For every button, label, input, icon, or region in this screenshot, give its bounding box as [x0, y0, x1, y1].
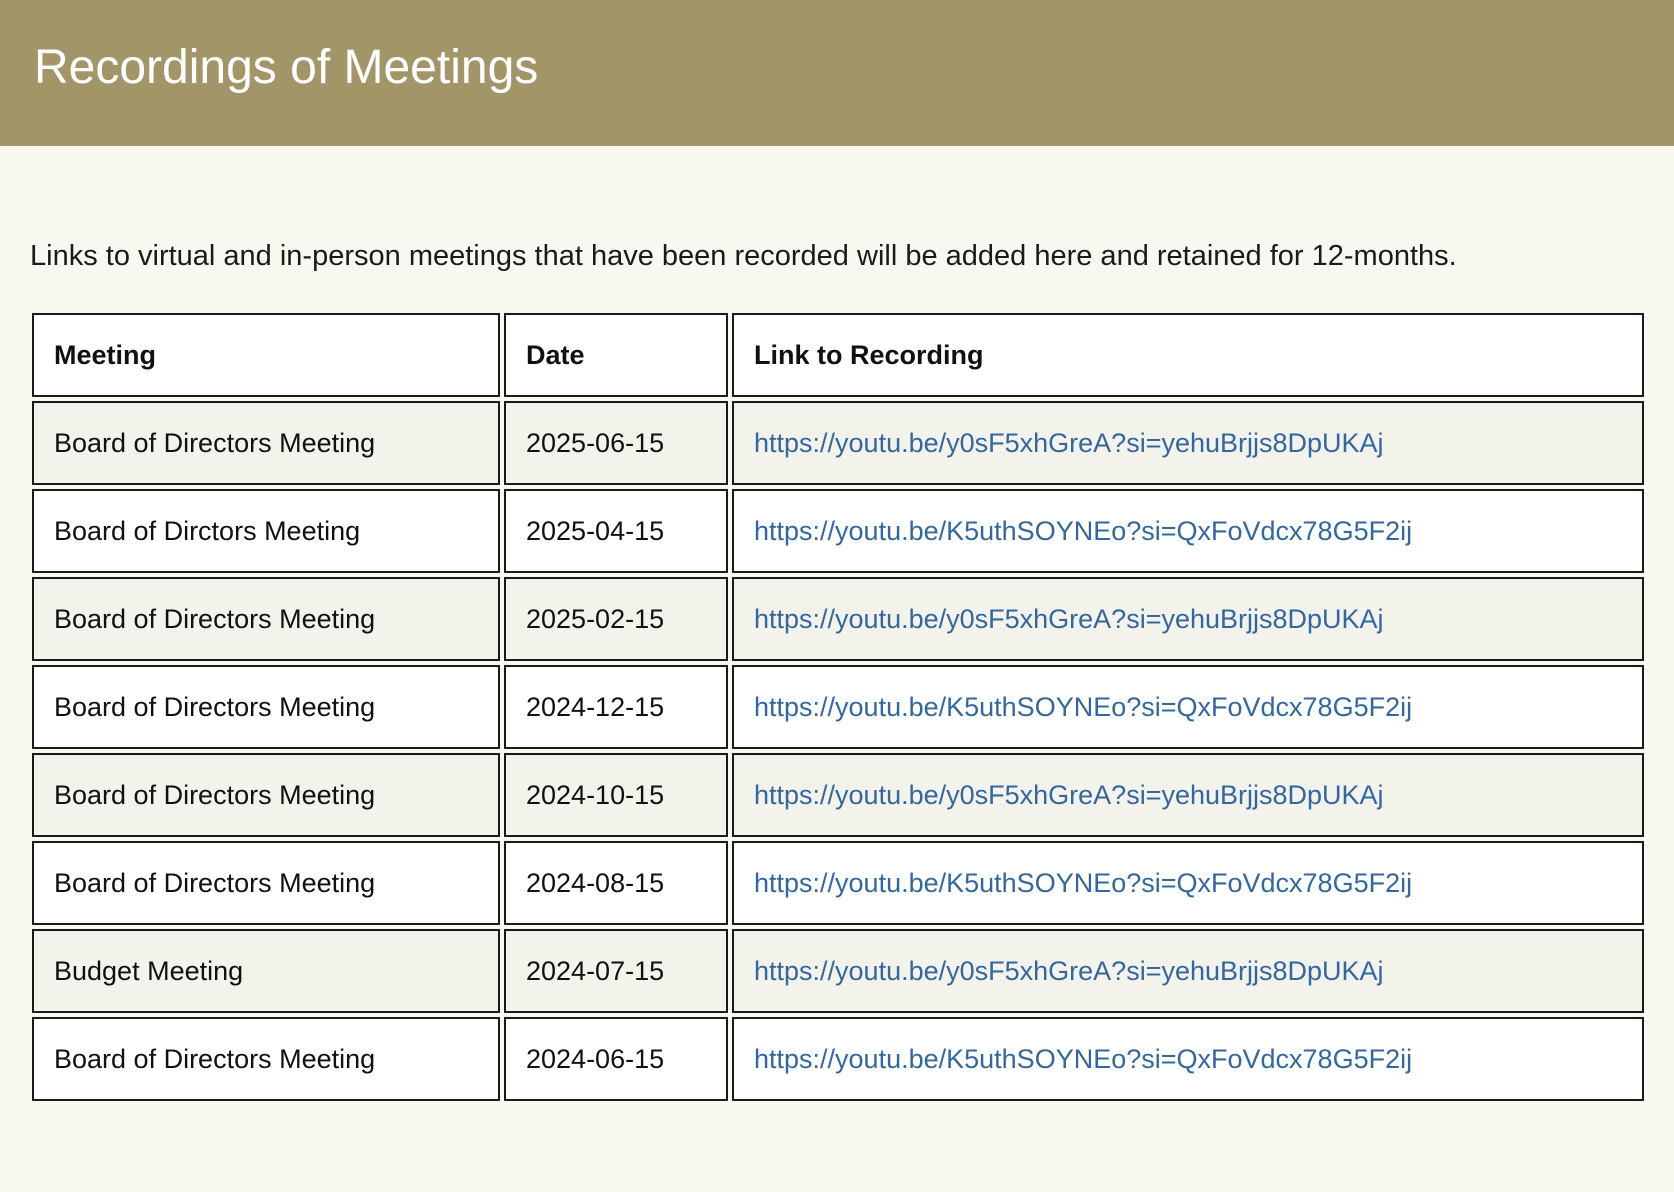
column-header-meeting: Meeting [32, 313, 500, 397]
recording-link[interactable]: https://youtu.be/K5uthSOYNEo?si=QxFoVdcx78G5F2ij [754, 691, 1413, 722]
date-cell: 2024-12-15 [504, 665, 728, 749]
date-cell: 2025-02-15 [504, 577, 728, 661]
recording-link[interactable]: https://youtu.be/K5uthSOYNEo?si=QxFoVdcx78G5F2ij [754, 1043, 1413, 1074]
recording-link[interactable]: https://youtu.be/y0sF5xhGreA?si=yehuBrjjs8DpUKAj [754, 603, 1384, 634]
table-row [32, 489, 1644, 573]
meeting-cell: Board of Directors Meeting [32, 665, 500, 749]
link-cell [732, 841, 1644, 925]
meeting-cell: Board of Directors Meeting [32, 401, 500, 485]
table-row [32, 665, 1644, 749]
main-content [0, 146, 1674, 1105]
date-cell: 2024-08-15 [504, 841, 728, 925]
date-cell: 2024-06-15 [504, 1017, 728, 1101]
link-cell [732, 665, 1644, 749]
table-row [32, 841, 1644, 925]
table-row [32, 753, 1644, 837]
table-row [32, 401, 1644, 485]
page-header [0, 0, 1674, 146]
meeting-cell: Board of Directors Meeting [32, 841, 500, 925]
table-row [32, 929, 1644, 1013]
recording-link[interactable]: https://youtu.be/K5uthSOYNEo?si=QxFoVdcx78G5F2ij [754, 867, 1413, 898]
recording-link[interactable]: https://youtu.be/y0sF5xhGreA?si=yehuBrjjs8DpUKAj [754, 955, 1384, 986]
meeting-cell: Board of Directors Meeting [32, 1017, 500, 1101]
recordings-table [28, 309, 1648, 1105]
link-cell [732, 401, 1644, 485]
date-cell: 2025-06-15 [504, 401, 728, 485]
recording-link[interactable]: https://youtu.be/K5uthSOYNEo?si=QxFoVdcx78G5F2ij [754, 515, 1413, 546]
date-cell: 2025-04-15 [504, 489, 728, 573]
meeting-cell: Board of Dirctors Meeting [32, 489, 500, 573]
link-cell [732, 577, 1644, 661]
column-header-link: Link to Recording [732, 313, 1644, 397]
intro-text: Links to virtual and in-person meetings that have been recorded will be added here and retained for 12-months. [30, 240, 1457, 272]
page-title: Recordings of Meetings [34, 41, 539, 94]
date-cell: 2024-07-15 [504, 929, 728, 1013]
meeting-cell: Board of Directors Meeting [32, 753, 500, 837]
table-row [32, 577, 1644, 661]
link-cell [732, 489, 1644, 573]
link-cell [732, 929, 1644, 1013]
table-header-row [32, 313, 1644, 397]
meeting-cell: Budget Meeting [32, 929, 500, 1013]
table-row [32, 1017, 1644, 1101]
date-cell: 2024-10-15 [504, 753, 728, 837]
link-cell [732, 1017, 1644, 1101]
meeting-cell: Board of Directors Meeting [32, 577, 500, 661]
column-header-date: Date [504, 313, 728, 397]
recording-link[interactable]: https://youtu.be/y0sF5xhGreA?si=yehuBrjjs8DpUKAj [754, 779, 1384, 810]
link-cell [732, 753, 1644, 837]
recording-link[interactable]: https://youtu.be/y0sF5xhGreA?si=yehuBrjjs8DpUKAj [754, 427, 1384, 458]
